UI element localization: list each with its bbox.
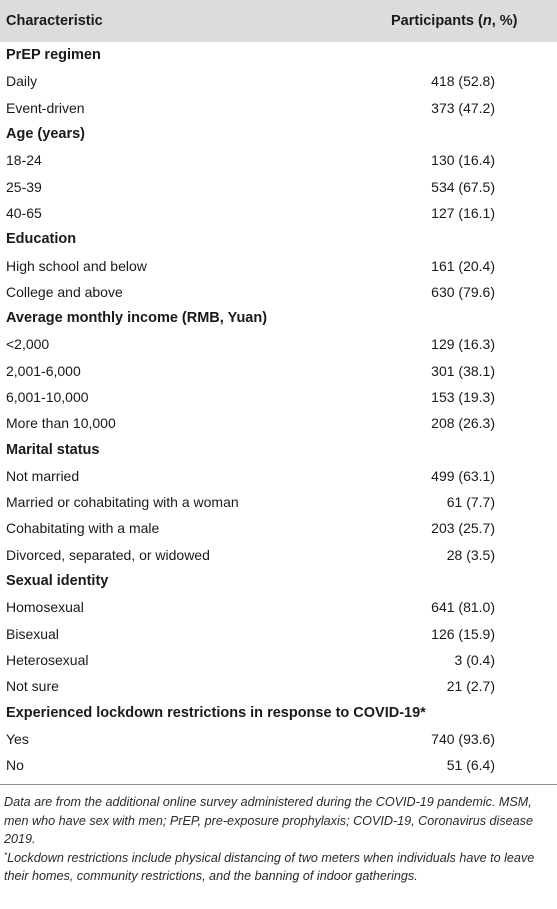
row-label: Yes (6, 730, 29, 747)
row-label: More than 10,000 (6, 415, 116, 432)
section-header-row (0, 436, 557, 462)
row-value: 499 (63.1) (431, 467, 495, 484)
row-value: 21 (2.7) (446, 678, 495, 695)
section-title: Marital status (6, 441, 100, 458)
section-title: Education (6, 231, 77, 248)
row-value: 418 (52.8) (431, 73, 495, 90)
row-value: 203 (25.7) (431, 520, 495, 537)
table-row (0, 621, 557, 647)
row-value: 630 (79.6) (431, 283, 495, 300)
footnote-mark: * (4, 850, 8, 860)
row-label: Not sure (6, 678, 59, 695)
row-label: High school and below (6, 257, 147, 274)
table-row (0, 410, 557, 436)
table-row (0, 331, 557, 357)
table-row (0, 463, 557, 489)
table-footnotes (0, 784, 557, 886)
section-title: PrEP regimen (6, 47, 101, 64)
table-row (0, 489, 557, 515)
row-value: 740 (93.6) (431, 730, 495, 747)
table-row (0, 147, 557, 173)
row-value: 126 (15.9) (431, 625, 495, 642)
row-label: 6,001-10,000 (6, 389, 89, 405)
table-row (0, 594, 557, 620)
row-label: Not married (6, 467, 80, 484)
row-label: <2,000 (6, 336, 50, 353)
row-value: 130 (16.4) (431, 152, 495, 169)
row-value: 153 (19.3) (431, 389, 495, 405)
section-header-row (0, 121, 557, 147)
header-participants-suffix: , %) (491, 13, 518, 29)
row-value: 534 (67.5) (431, 178, 495, 195)
row-value: 3 (0.4) (454, 651, 495, 668)
row-value: 161 (20.4) (431, 257, 495, 274)
section-title: Sexual identity (6, 573, 109, 590)
footnote-abbreviations: Data are from the additional online survey administered during the COVID-19 pandemic. MSM, men who have sex with men; PrEP, pre-exposure prophylaxis; COVID-19, Coronavirus disease 2019. (4, 795, 533, 847)
row-label: 40-65 (6, 204, 42, 221)
table-row (0, 515, 557, 541)
table-row (0, 279, 557, 305)
row-label: 25-39 (6, 178, 42, 195)
table-row (0, 752, 557, 778)
section-header-row (0, 42, 557, 68)
row-label: Daily (6, 73, 38, 90)
table-row (0, 384, 557, 410)
row-value: 28 (3.5) (446, 546, 495, 563)
table-row (0, 647, 557, 673)
table-header (0, 0, 557, 42)
header-participants-prefix: Participants ( (391, 13, 483, 29)
row-value: 129 (16.3) (431, 336, 495, 353)
row-label: No (6, 757, 24, 774)
row-value: 373 (47.2) (431, 99, 495, 116)
row-value: 51 (6.4) (446, 757, 495, 774)
row-label: 18-24 (6, 152, 42, 169)
row-value: 127 (16.1) (431, 204, 495, 221)
row-label: 2,001-6,000 (6, 362, 81, 379)
header-characteristic: Characteristic (6, 13, 103, 29)
section-header-row (0, 699, 557, 725)
table-row (0, 542, 557, 568)
row-value: 641 (81.0) (431, 599, 495, 616)
table-row (0, 673, 557, 699)
header-participants (391, 13, 557, 29)
section-title: Average monthly income (RMB, Yuan) (6, 310, 268, 327)
row-value: 208 (26.3) (431, 415, 495, 432)
section-header-row (0, 568, 557, 594)
section-header-row (0, 226, 557, 252)
table-row (0, 200, 557, 226)
table-row (0, 726, 557, 752)
table-row (0, 173, 557, 199)
section-header-row (0, 305, 557, 331)
row-label: Bisexual (6, 625, 59, 642)
table-row (0, 252, 557, 278)
section-title: Age (years) (6, 126, 85, 143)
row-label: Heterosexual (6, 651, 89, 668)
table-row (0, 95, 557, 121)
footnote-lockdown (4, 849, 553, 886)
row-value: 301 (38.1) (431, 362, 495, 379)
header-participants-n: n (482, 13, 492, 29)
table-row (0, 358, 557, 384)
section-title: Experienced lockdown restrictions in response to COVID-19* (6, 704, 426, 721)
row-label: Homosexual (6, 599, 84, 616)
row-label: Cohabitating with a male (6, 520, 160, 537)
row-label: Married or cohabitating with a woman (6, 494, 239, 511)
table-body (0, 42, 557, 778)
row-label: College and above (6, 283, 123, 300)
footnote-lockdown-text: Lockdown restrictions include physical distancing of two meters when individuals have to leave their homes, community restrictions, and the banning of indoor gatherings. (4, 850, 535, 884)
row-value: 61 (7.7) (446, 494, 495, 511)
table-row (0, 68, 557, 94)
row-label: Divorced, separated, or widowed (6, 546, 210, 563)
row-label: Event-driven (6, 99, 85, 116)
